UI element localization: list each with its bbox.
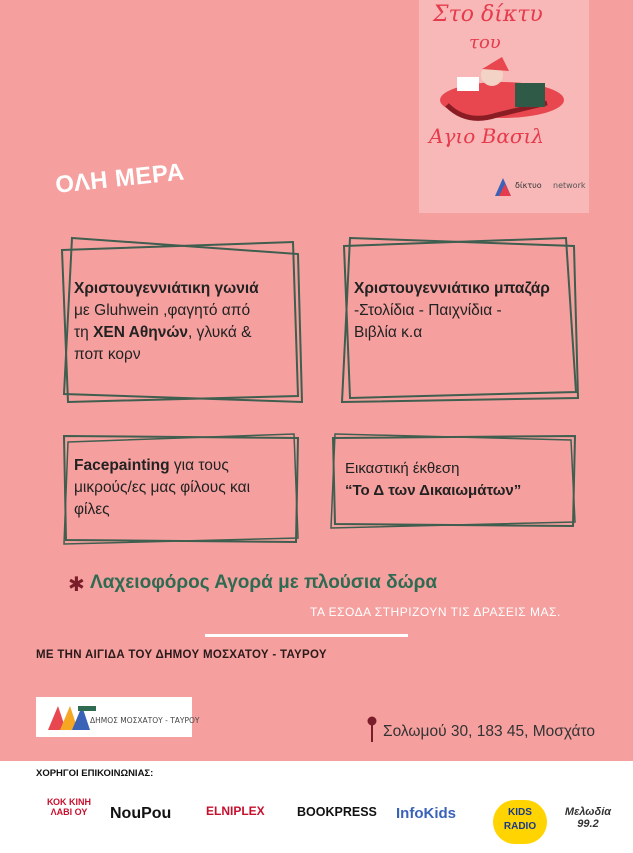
card4-line1: Εικαστική έκθεση <box>345 460 460 477</box>
card1-line4: ποπ κορν <box>74 346 141 363</box>
sponsor-bookpress: BOOKPRESS <box>297 805 377 819</box>
divider-line <box>205 634 408 637</box>
event-poster-image <box>419 0 589 213</box>
aegis-text: ΜΕ ΤΗΝ ΑΙΓΙΔΑ ΤΟΥ ΔΗΜΟΥ ΜΟΣΧΑΤΟΥ - ΤΑΥΡΟΥ <box>36 649 327 661</box>
sponsor-kokkini-lavidou: ΚΟΚ ΚΙΝΗ ΛΑΒΙ ΟΥ <box>46 797 92 817</box>
card1-title: Χριστουγεννιάτικη γωνιά <box>74 280 259 297</box>
card1-hen-athens: ΧΕΝ Αθηνών <box>93 324 189 341</box>
card-christmas-bazaar <box>340 236 580 404</box>
address-text: Σολωμού 30, 183 45, Μοσχάτο <box>383 723 596 740</box>
sponsor-infokids: InfoKids <box>396 805 456 822</box>
sponsor-noupou: NouPou <box>110 805 172 822</box>
card3-line3: φίλες <box>74 501 110 518</box>
headline-all-day: ΟΛΗ ΜΕΡΑ <box>54 158 186 199</box>
card-christmas-corner <box>60 236 305 404</box>
poster-title-line2: του <box>469 32 501 53</box>
network-logo-icon <box>493 176 513 198</box>
sponsor-elniplex: ELNIPLEX <box>206 804 265 818</box>
card3-line2: μικρούς/ες μας φίλους και <box>74 479 251 496</box>
card1-line2: με Gluhwein ,φαγητό από <box>74 302 251 319</box>
card2-line2: -Στολίδια - Παιχνίδια - <box>354 302 502 319</box>
sponsors-label: ΧΟΡΗΓΟΙ ΕΠΙΚΟΙΝΩΝΙΑΣ: <box>36 768 154 779</box>
poster-logo-name-en: network <box>553 181 586 190</box>
card2-title: Χριστουγεννιάτικο μπαζάρ <box>354 280 550 297</box>
card-art-exhibition <box>331 434 577 528</box>
card3-title: Facepainting <box>74 457 170 474</box>
lottery-heading: Λαχειοφόρος Αγορά με πλούσια δώρα <box>90 572 438 593</box>
municipality-logo-text: ΔΗΜΟΣ ΜΟΣΧΑΤΟΥ - ΤΑΥΡΟΥ <box>90 716 200 725</box>
location-pin-icon <box>367 716 377 742</box>
sponsor-melodia: Μελωδία 99.2 <box>564 806 612 830</box>
proceeds-note: ΤΑ ΕΣΟΔΑ ΣΤΗΡΙΖΟΥΝ ΤΙΣ ΔΡΑΣΕΙΣ ΜΑΣ. <box>310 605 561 619</box>
card1-line3: τη ΧΕΝ Αθηνών, γλυκά & <box>74 324 252 341</box>
card4-line2: “Το Δ των Δικαιωμάτων” <box>345 482 522 499</box>
poster-title-line3: Αγιο Βασιλ <box>429 124 545 148</box>
card-facepainting <box>62 434 300 544</box>
card2-line3: Βιβλία κ.α <box>354 324 423 341</box>
sponsor-kids-radio: KIDS RADIO <box>493 800 547 844</box>
card3-line1: Facepainting για τους <box>74 457 229 474</box>
poster-title-line1: Στο δίκτυ <box>433 2 543 27</box>
asterisk-icon: ✱ <box>68 572 85 596</box>
poster-logo-name: δίκτυο <box>515 181 542 190</box>
santa-illustration <box>427 55 577 125</box>
